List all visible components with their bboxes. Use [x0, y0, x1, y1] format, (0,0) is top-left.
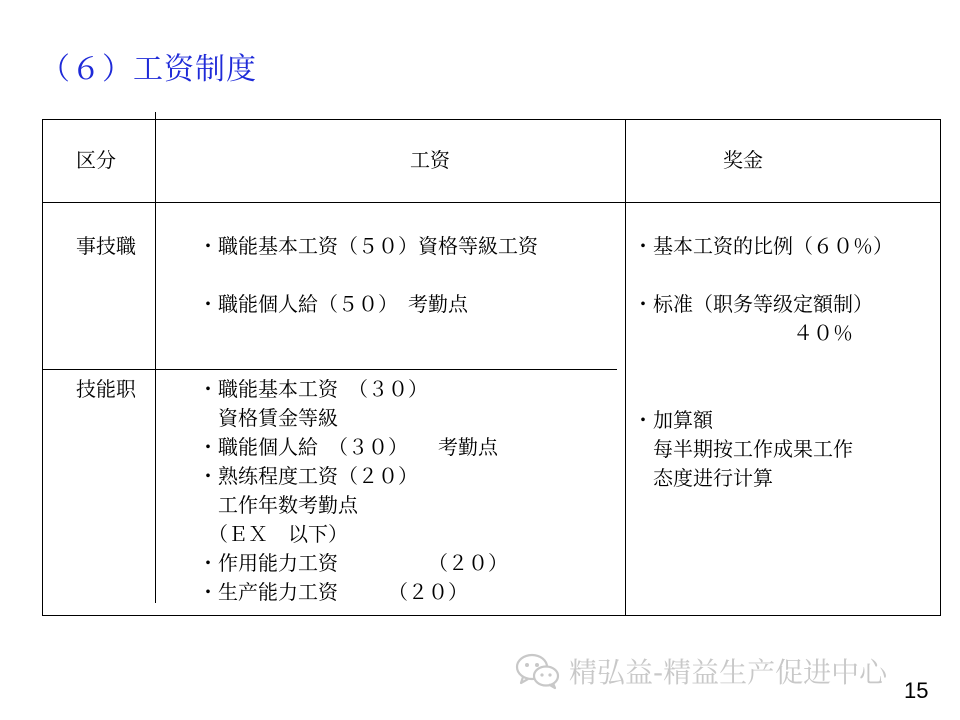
header-divider — [43, 202, 940, 203]
column-divider-category — [155, 112, 156, 603]
bonus-line: 态度进行计算 — [633, 466, 773, 490]
header-salary: 工资 — [410, 148, 450, 172]
wechat-icon — [515, 652, 561, 690]
bonus-line: ・标准（职务等级定額制） — [633, 292, 873, 316]
salary-table — [42, 119, 941, 616]
salary-line: 資格賃金等級 — [198, 406, 338, 430]
bonus-line — [633, 377, 893, 406]
page-number: 15 — [904, 678, 929, 703]
salary-line: ・職能個人給（５０） 考勤点 — [198, 292, 468, 316]
bonus-line: ４０％ — [633, 321, 853, 345]
salary-line: ・職能個人給 （３０） 考勤点 — [198, 435, 498, 459]
watermark — [515, 651, 887, 691]
salary-line: 工作年数考勤点 — [198, 493, 358, 517]
watermark-text: 精弘益-精益生产促进中心 — [569, 656, 888, 689]
salary-line — [198, 261, 538, 290]
bonus-line: ・基本工资的比例（６０％） — [633, 234, 893, 258]
row-category-2: 技能职 — [76, 377, 136, 401]
row-category-1: 事技職 — [76, 234, 136, 258]
bonus-line: ・加算額 — [633, 408, 713, 432]
column-divider-bonus — [625, 120, 626, 615]
salary-line: ・職能基本工资 （３０） — [198, 377, 428, 401]
bonus-line — [633, 261, 893, 290]
bonus-line — [633, 348, 893, 377]
salary-line: （ＥＸ 以下） — [198, 522, 348, 546]
salary-line: ・職能基本工资（５０）資格等級工资 — [198, 234, 538, 258]
salary-line: ・作用能力工资 （２０） — [198, 551, 508, 575]
row-salary-2 — [198, 375, 508, 607]
salary-line: ・生产能力工资 （２０） — [198, 580, 468, 604]
bonus-cell — [633, 232, 893, 493]
bonus-line: 每半期按工作成果工作 — [633, 437, 853, 461]
page-title: （６）工资制度 — [40, 52, 257, 87]
row-divider — [43, 369, 617, 370]
header-category: 区分 — [76, 148, 116, 172]
header-bonus: 奖金 — [723, 148, 763, 172]
row-salary-1 — [198, 232, 538, 319]
salary-line: ・熟练程度工资（２０） — [198, 464, 418, 488]
